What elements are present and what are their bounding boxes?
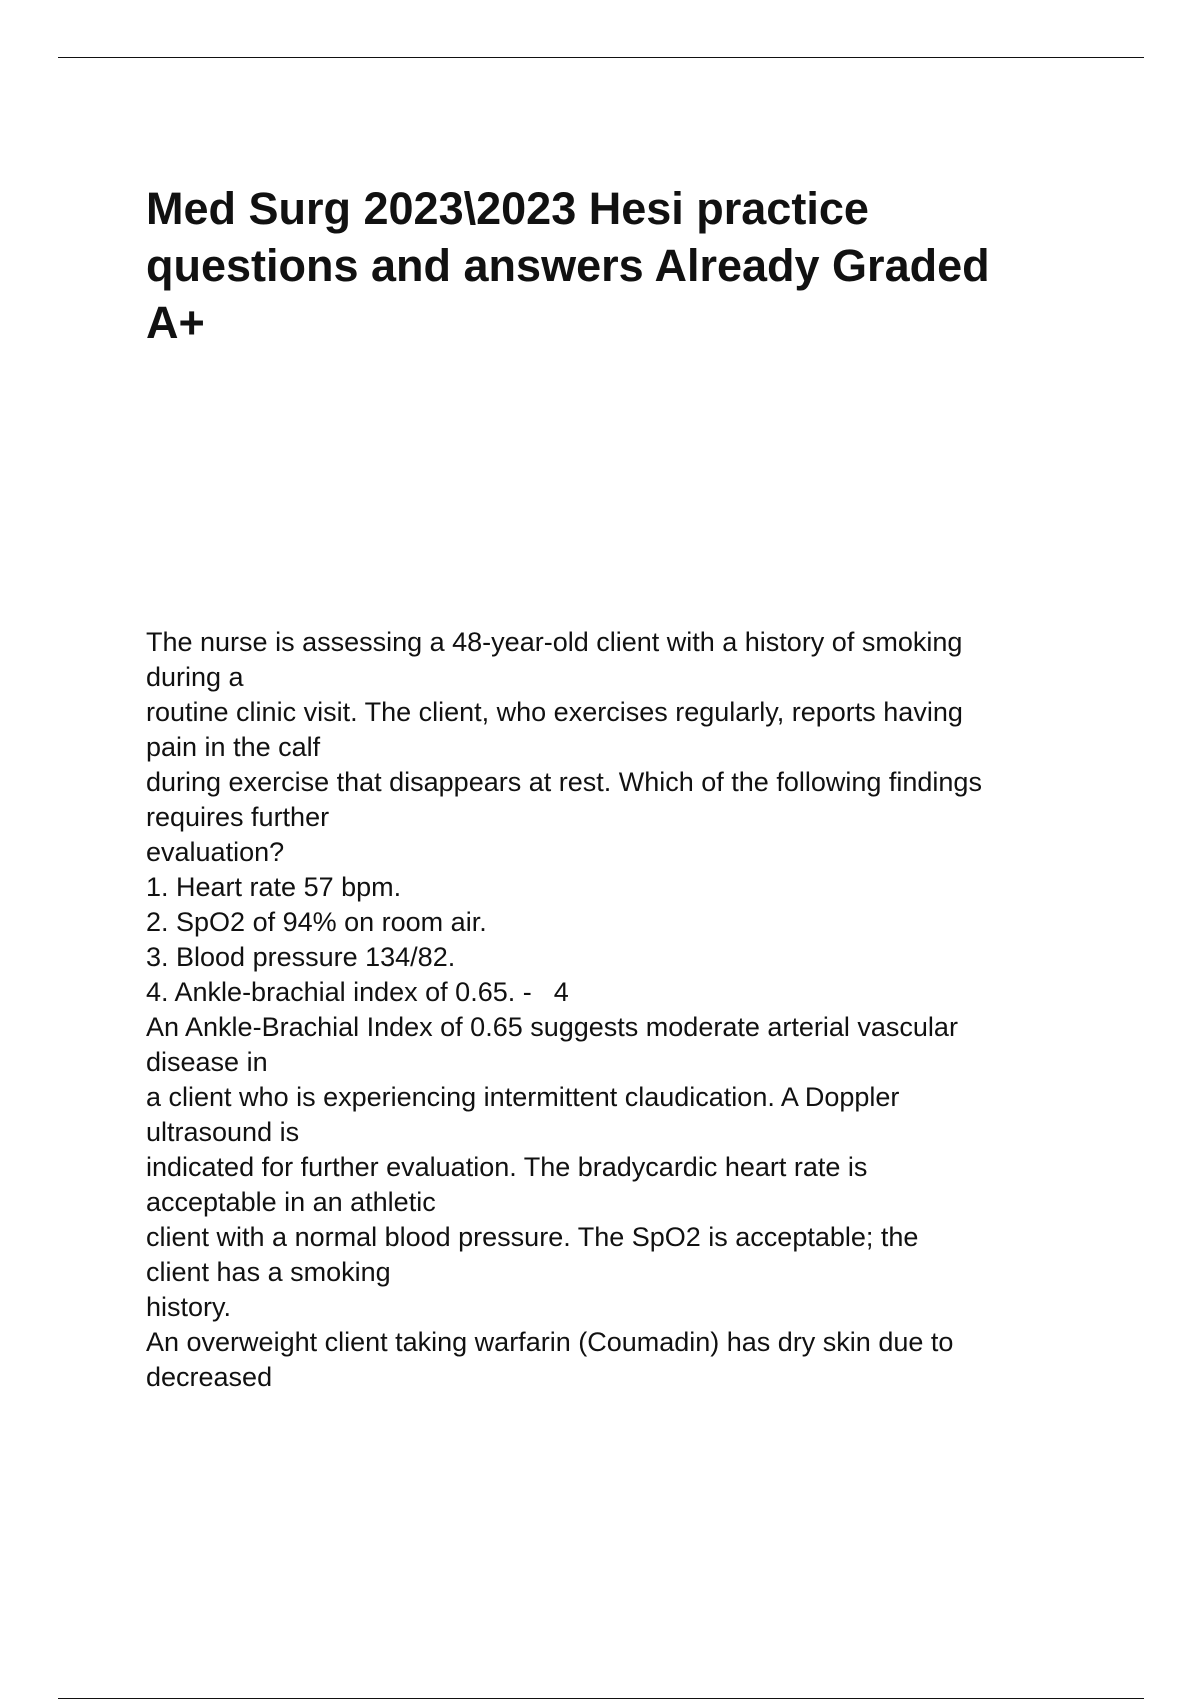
rationale-line: acceptable in an athletic — [146, 1187, 436, 1217]
answer-option: 1. Heart rate 57 bpm. — [146, 872, 402, 902]
rationale-line: client with a normal blood pressure. The SpO2 is acceptable; the — [146, 1222, 919, 1252]
answer-option: 4. Ankle-brachial index of 0.65. - — [146, 977, 532, 1007]
rationale-line: ultrasound is — [146, 1117, 300, 1147]
title-line: A+ — [146, 297, 205, 348]
top-rule — [58, 57, 1144, 58]
question-stem-line: An overweight client taking warfarin (Coumadin) has dry skin due to — [146, 1327, 954, 1357]
question-stem-line: requires further — [146, 802, 330, 832]
rationale-line: history. — [146, 1292, 232, 1322]
question-stem-line: pain in the calf — [146, 732, 321, 762]
title-line: Med Surg 2023\2023 Hesi practice — [146, 183, 869, 234]
bottom-rule — [58, 1698, 1144, 1699]
rationale-line: disease in — [146, 1047, 268, 1077]
question-1 — [146, 625, 1146, 1325]
rationale-line: indicated for further evaluation. The bradycardic heart rate is — [146, 1152, 868, 1182]
rationale-line: client has a smoking — [146, 1257, 391, 1287]
title-line: questions and answers Already Graded — [146, 240, 990, 291]
question-stem-line: decreased — [146, 1362, 273, 1392]
question-stem-line: routine clinic visit. The client, who exercises regularly, reports having — [146, 697, 963, 727]
question-stem-line: The nurse is assessing a 48-year-old client with a history of smoking — [146, 627, 963, 657]
answer-option: 3. Blood pressure 134/82. — [146, 942, 456, 972]
answer-key: 4 — [553, 977, 569, 1007]
answer-option-with-key — [146, 975, 1146, 1010]
question-stem-line: during a — [146, 662, 244, 692]
question-stem-line: evaluation? — [146, 837, 285, 867]
document-body — [146, 625, 1146, 1395]
answer-option: 2. SpO2 of 94% on room air. — [146, 907, 487, 937]
rationale-line: An Ankle-Brachial Index of 0.65 suggests moderate arterial vascular — [146, 1012, 958, 1042]
document-title — [146, 180, 1106, 351]
rationale-line: a client who is experiencing intermittent claudication. A Doppler — [146, 1082, 900, 1112]
question-stem-line: during exercise that disappears at rest. Which of the following findings — [146, 767, 982, 797]
question-2 — [146, 1325, 1146, 1395]
